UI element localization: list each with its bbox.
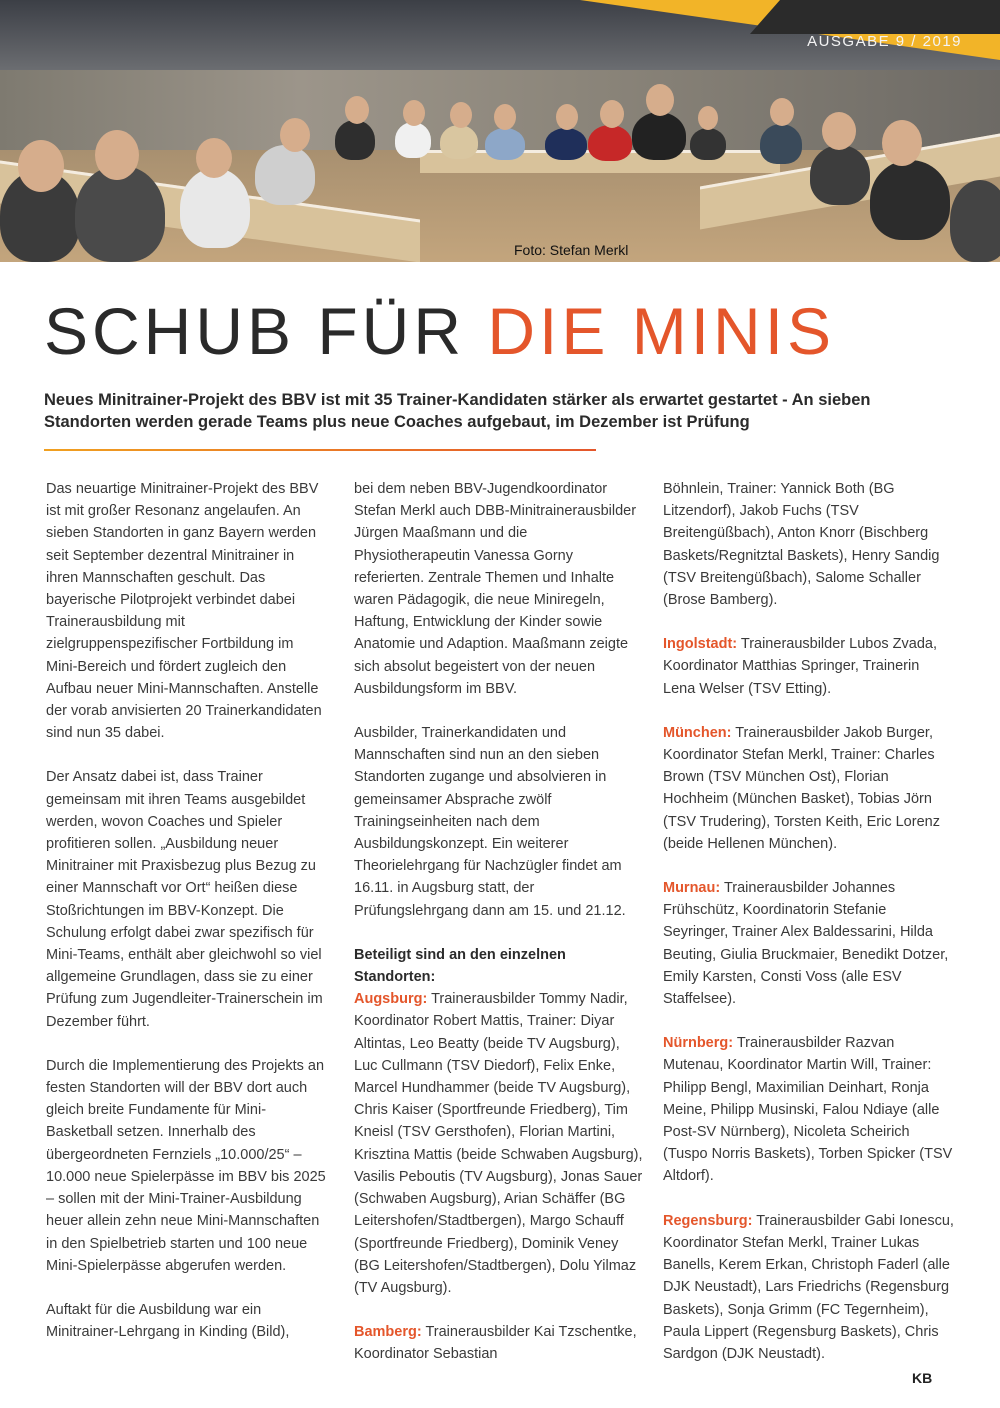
header-photo	[0, 0, 1000, 262]
location-text-nuernberg: Trainerausbilder Razvan Mutenau, Koordinator Martin Will, Trainer: Philipp Bengl, Maximilian Deinhart, Ronja Meine, Philipp Musinski, Falou Ndiaye (alle Post-SV Nürnberg), Nicoleta Scheirich (Tuspo Norris Baskets), Torben Spicker (TSV Altdorf).	[663, 1035, 953, 1185]
title-rule	[44, 449, 596, 451]
location-text-augsburg: Trainerausbilder Tommy Nadir, Koordinator Robert Mattis, Trainer: Diyar Altintas, Leo Beatty (beide TV Augsburg), Luc Cullmann (TSV Diedorf), Felix Enke, Marcel Hundhammer (beide TV Augsburg), Chris Kaiser (Sportfreunde Friedberg), Tim Kneisl (TSV Gersthofen), Florian Martini, Krisztina Mattis (beide Schwaben Augsburg), Vasilis Peboutis (TV Augsburg), Jonas Sauer (Schwaben Augsburg), Arian Schäffer (BG Leitershofen/Stadtbergen), Margo Schauff (Sportfreunde Friedberg), Dominik Veney (BG Leitershofen/Stadtbergen), Dolu Yilmaz (TV Augsburg).	[354, 991, 643, 1296]
location-text-bamberg: Trainerausbilder Kai Tzschentke, Koordinator Sebastian	[354, 1324, 637, 1363]
photo-head	[196, 138, 232, 178]
photo-head	[770, 98, 794, 126]
photo-head	[600, 100, 624, 128]
photo-head	[18, 140, 64, 192]
photo-person	[335, 120, 375, 160]
column-1	[46, 478, 328, 1365]
location-heading-nuernberg: Nürnberg:	[663, 1035, 734, 1052]
photo-person	[760, 124, 802, 164]
paragraph: Böhnlein, Trainer: Yannick Both (BG Litzendorf), Jakob Fuchs (TSV Breitengüßbach), Anton Knorr (Bischberg Baskets/Regnitztal Baskets), Henry Sandig (TSV Breitengüßbach), Salome Schaller (Brose Bamberg).	[663, 481, 940, 609]
paragraph: Durch die Implementierung des Projekts an festen Standorten will der BBV dort auch gleich breite Fundamente für Mini-Basketball setzen. Innerhalb des übergeordneten Fernziels „10.000/25“ – 10.000 neue Spielerpässe im BBV bis 2025 – sollen mit der Mini-Trainer-Ausbildung heuer allein zehn neue Mini-Mannschaften in den Spielbetrieb starten und 100 neue Mini-Spielerpässe abgerufen werden.	[46, 1057, 326, 1274]
photo-head	[403, 100, 425, 126]
location-nuernberg	[663, 1032, 955, 1187]
photo-person	[588, 125, 632, 161]
photo-head	[345, 96, 369, 124]
photo-head	[698, 106, 718, 130]
photo-person	[440, 125, 478, 159]
location-heading-regensburg: Regensburg:	[663, 1212, 753, 1229]
photo-head	[822, 112, 856, 150]
paragraph: Ausbilder, Trainerkandidaten und Mannschaften sind nun an den sieben Standorten zugange und absolvieren in gemeinsamer Absprache zwölf Trainingseinheiten nach dem Ausbildungskonzept. Ein weiterer Theorielehrgang für Nachzügler findet am 16.11. in Augsburg statt, der Prüfungslehrgang dann am 15. und 21.12.	[354, 725, 626, 919]
column-3	[663, 478, 955, 1387]
location-heading-murnau: Murnau:	[663, 880, 721, 897]
article-subtitle: Neues Minitrainer-Projekt des BBV ist mit 35 Trainer-Kandidaten stärker als erwartet gestartet - An sieben Standorten werden gerade Teams plus neue Coaches aufgebaut, im Dezember ist Prüfung	[44, 391, 871, 431]
photo-head	[646, 84, 674, 116]
location-heading-augsburg: Augsburg:	[354, 991, 428, 1008]
photo-person	[395, 122, 431, 158]
photo-head	[450, 102, 472, 128]
photo-credit: Foto: Stefan Merkl	[514, 242, 629, 258]
location-heading-bamberg: Bamberg:	[354, 1324, 422, 1341]
photo-person	[870, 160, 950, 240]
location-text-murnau: Trainerausbilder Johannes Frühschütz, Koordinatorin Stefanie Seyringer, Trainer Alex Baldessarini, Hilda Beuting, Giulia Bruckmaier, Benedikt Dotzer, Emily Karsten, Consti Voss (alle ESV Staffelsee).	[663, 880, 949, 1008]
location-text-regensburg: Trainerausbilder Gabi Ionescu, Koordinator Stefan Merkl, Trainer Lukas Banells, Kerem Erkan, Christoph Faderl (alle DJK Neustadt), Lars Friedrichs (Regensburg Baskets), Sonja Grimm (FC Tegernheim), Paula Lippert (Regensburg Baskets), Chris Sardgon (DJK Neustadt).	[663, 1212, 954, 1362]
photo-head	[556, 104, 578, 130]
photo-person	[255, 145, 315, 205]
location-bamberg	[354, 1321, 644, 1365]
photo-head	[494, 104, 516, 130]
paragraph: Auftakt für die Ausbildung war ein Minitrainer-Lehrgang in Kinding (Bild),	[46, 1301, 290, 1341]
author-initials: KB	[912, 1370, 933, 1386]
paragraph: Das neuartige Minitrainer-Projekt des BBV ist mit großer Resonanz angelaufen. An sieben Standorten in ganz Bayern werden seit September dezentral Minitrainer in ihren Mannschaften geschult. Das bayerische Pilotprojekt verbindet dabei Trainerausbildung mit zielgruppenspezifischer Fortbildung im Mini-Bereich und fördert zugleich den Aufbau neuer Mini-Mannschaften. Anstelle der vorab anvisierten 20 Trainerkandidaten sind nun 35 dabei.	[46, 481, 322, 742]
paragraph: bei dem neben BBV-Jugendkoordinator Stefan Merkl auch DBB-Minitrainerausbilder Jürgen Maaßmann und die Physiotherapeutin Vanessa Gorny referierten. Zentrale Themen und Inhalte waren Pädagogik, die neue Miniregeln, Haftung, Entwicklung der Kinder sowie Anatomie und Adaption. Maaßmann zeigte sich absolut begeistert von der neuen Ausbildungsform im BBV.	[354, 481, 637, 697]
photo-person	[632, 112, 686, 160]
photo-person	[180, 168, 250, 248]
issue-corner-dark	[750, 0, 1000, 34]
location-text-muenchen: Trainerausbilder Jakob Burger, Koordinator Stefan Merkl, Trainer: Charles Brown (TSV München Ost), Florian Hochheim (München Basket), Tobias Jörn (TSV Trudering), Torsten Keith, Eric Lorenz (beide Hellenen München).	[663, 724, 940, 852]
title-part-1: SCHUB FÜR	[44, 294, 488, 368]
location-muenchen	[663, 722, 955, 855]
photo-person	[950, 180, 1000, 262]
column-2	[354, 478, 644, 1388]
location-regensburg	[663, 1210, 955, 1365]
photo-person	[810, 145, 870, 205]
paragraph: Der Ansatz dabei ist, dass Trainer gemeinsam mit ihren Teams ausgebildet werden, wovon Coaches und Spieler profitieren sollen. „Ausbildung neuer Minitrainer mit Praxisbezug plus Bezug zu einer Mannschaft vor Ort“ heißen diese Stoßrichtungen im BBV-Konzept. Die Schulung erfolgt dabei zwar spezifisch für Mini-Teams, enthält aber gleichwohl so viel allgemeine Grundlagen, dass sie zu einer Prüfung zum Jugendleiter-Trainerschein im Dezember führt.	[46, 769, 323, 1030]
photo-person	[545, 128, 587, 160]
article-title	[44, 294, 836, 368]
locations-heading: Beteiligt sind an den einzelnen Standorten:	[354, 946, 566, 986]
photo-head	[95, 130, 139, 180]
location-text-ingolstadt: Trainerausbilder Lubos Zvada, Koordinator Matthias Springer, Trainerin Lena Welser (TSV Etting).	[663, 636, 938, 697]
location-murnau	[663, 877, 955, 1010]
photo-head	[882, 120, 922, 166]
photo-head	[280, 118, 310, 152]
photo-person	[485, 128, 525, 160]
issue-label: AUSGABE 9 / 2019	[807, 33, 962, 50]
title-accent: DIE MINIS	[487, 294, 836, 368]
location-heading-muenchen: München:	[663, 724, 732, 741]
photo-person	[690, 128, 726, 160]
location-ingolstadt	[663, 633, 955, 700]
locations-heading-paragraph	[354, 944, 644, 1299]
location-heading-ingolstadt: Ingolstadt:	[663, 636, 738, 653]
